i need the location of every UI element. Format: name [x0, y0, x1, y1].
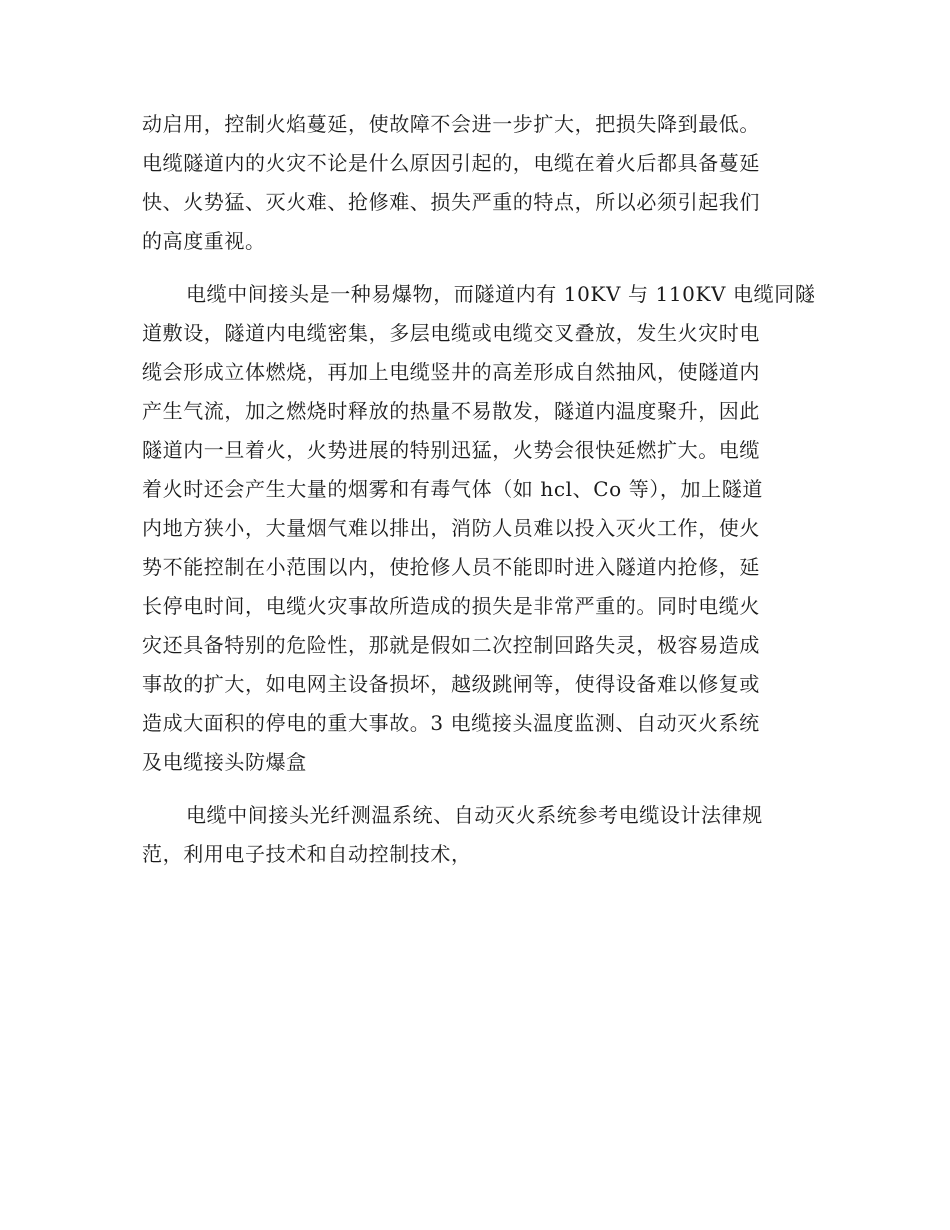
- paragraph-line: 动启用，控制火焰蔓延，使故障不会进一步扩大，把损失降到最低。: [142, 112, 760, 136]
- paragraph-line: 快、火势猛、灭火难、抢修难、损失严重的特点，所以必须引起我们: [142, 190, 760, 214]
- paragraph-line: 长停电时间，电缆火灾事故所造成的损失是非常严重的。同时电缆火: [142, 594, 760, 618]
- paragraph-line: 缆会形成立体燃烧，再加上电缆竖井的高差形成自然抽风，使隧道内: [142, 360, 760, 384]
- paragraph-line: 电缆中间接头是一种易爆物，而隧道内有 10KV 与 110KV 电缆同隧: [186, 282, 816, 306]
- paragraph-1: [142, 105, 804, 261]
- document-body: [142, 105, 816, 888]
- paragraph-line: 电缆中间接头光纤测温系统、自动灭火系统参考电缆设计法律规: [186, 803, 763, 827]
- paragraph-line: 事故的扩大，如电网主设备损坏，越级跳闸等，使得设备难以修复或: [142, 672, 760, 696]
- paragraph-line: 电缆隧道内的火灾不论是什么原因引起的，电缆在着火后都具备蔓延: [142, 151, 760, 175]
- paragraph-line: 内地方狭小，大量烟气难以排出，消防人员难以投入灭火工作，使火: [142, 516, 760, 540]
- paragraph-line: 的高度重视。: [142, 229, 266, 253]
- paragraph-line: 及电缆接头防爆盒: [142, 750, 307, 774]
- paragraph-2: [142, 275, 816, 782]
- paragraph-line: 产生气流，加之燃烧时释放的热量不易散发，隧道内温度聚升，因此: [142, 399, 760, 423]
- paragraph-line: 造成大面积的停电的重大事故。3 电缆接头温度监测、自动灭火系统: [142, 711, 760, 735]
- paragraph-line: 隧道内一旦着火，火势进展的特别迅猛，火势会很快延燃扩大。电缆: [142, 438, 760, 462]
- paragraph-line: 灾还具备特别的危险性，那就是假如二次控制回路失灵，极容易造成: [142, 633, 760, 657]
- paragraph-line: 道敷设，隧道内电缆密集，多层电缆或电缆交叉叠放，发生火灾时电: [142, 321, 760, 345]
- paragraph-3: [142, 796, 804, 874]
- paragraph-line: 着火时还会产生大量的烟雾和有毒气体（如 hcl、Co 等），加上隧道: [142, 477, 763, 501]
- paragraph-line: 范，利用电子技术和自动控制技术，: [142, 842, 472, 866]
- paragraph-line: 势不能控制在小范围以内，使抢修人员不能即时进入隧道内抢修，延: [142, 555, 760, 579]
